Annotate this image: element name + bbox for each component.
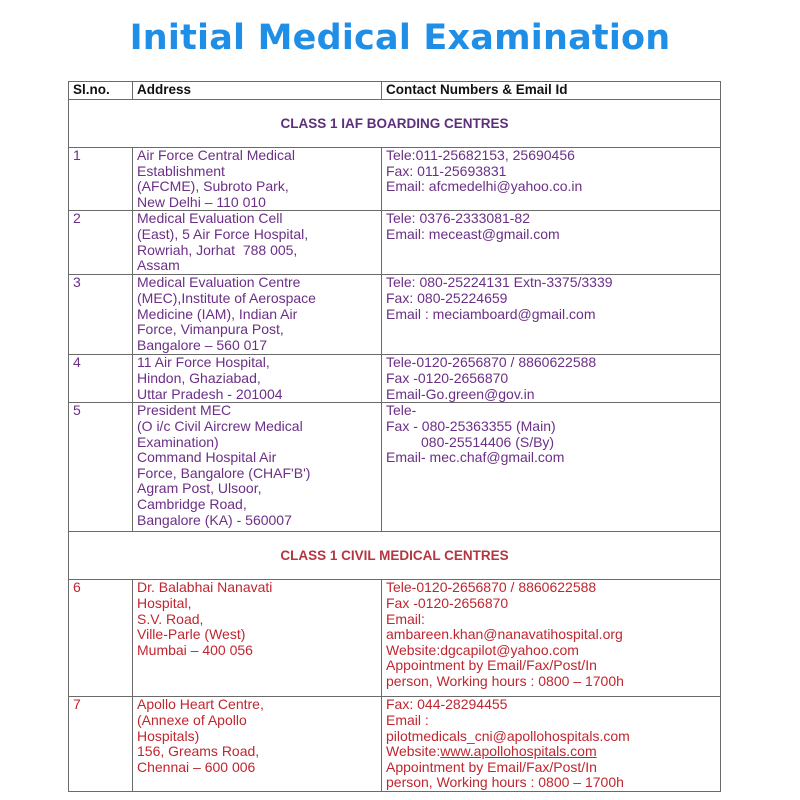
address-line: Medical Evaluation Centre	[137, 274, 301, 291]
apollo-website-link[interactable]: www.apollohospitals.com	[440, 743, 597, 760]
address-line: Hospital,	[137, 594, 192, 611]
row-number: 3	[69, 275, 133, 355]
row-address	[133, 580, 382, 697]
row-address	[133, 275, 382, 355]
address-line: Uttar Pradesh - 201004	[137, 385, 283, 402]
address-line: Establishment	[137, 162, 225, 179]
table-row	[69, 275, 721, 355]
address-line: S.V. Road,	[137, 610, 204, 627]
row-number: 5	[69, 403, 133, 532]
row-number: 4	[69, 355, 133, 403]
address-line: Dr. Balabhai Nanavati	[137, 579, 273, 596]
address-line: 11 Air Force Hospital,	[137, 354, 270, 371]
section-row-civil	[69, 532, 721, 580]
row-address	[133, 403, 382, 532]
address-line: Medical Evaluation Cell	[137, 210, 283, 227]
address-line: Force, Bangalore (CHAF'B')	[137, 464, 311, 481]
address-line: Hindon, Ghaziabad,	[137, 369, 261, 386]
table-row	[69, 580, 721, 697]
contact-line: Website:dgcapilot@yahoo.com	[386, 641, 579, 658]
contact-line: Email:	[386, 610, 425, 627]
contact-line: person, Working hours : 0800 – 1700h	[386, 672, 624, 689]
address-line: Force, Vimanpura Post,	[137, 321, 284, 338]
contact-line: 080-25514406 (S/By)	[386, 433, 555, 450]
contact-line: Tele-0120-2656870 / 8860622588	[386, 354, 597, 371]
contact-line: Fax: 080-25224659	[386, 289, 508, 306]
address-line: (East), 5 Air Force Hospital,	[137, 225, 309, 242]
contact-line: Email : meciamboard@gmail.com	[386, 305, 596, 322]
row-contact	[382, 275, 721, 355]
contact-line: Fax: 011-25693831	[386, 162, 507, 179]
contact-line: Tele-	[386, 402, 417, 419]
contact-line: Tele: 080-25224131 Extn-3375/3339	[386, 274, 613, 291]
website-label: Website:	[386, 743, 441, 760]
contact-line: Fax -0120-2656870	[386, 594, 509, 611]
contact-line: Appointment by Email/Fax/Post/In	[386, 758, 597, 775]
contact-line: Email- mec.chaf@gmail.com	[386, 449, 565, 466]
contact-line: pilotmedicals_cni@apollohospitals.com	[386, 727, 630, 744]
address-line: Rowriah, Jorhat 788 005,	[137, 241, 298, 258]
website-line	[386, 744, 716, 760]
address-line: Mumbai – 400 056	[137, 641, 253, 658]
address-line: Hospitals)	[137, 727, 200, 744]
section-title-iaf: CLASS 1 IAF BOARDING CENTRES	[69, 100, 721, 148]
table-row	[69, 403, 721, 532]
table-header-row	[69, 82, 721, 100]
row-address	[133, 148, 382, 211]
row-number: 1	[69, 148, 133, 211]
col-header-contact: Contact Numbers & Email Id	[382, 82, 721, 100]
contact-line: Tele:011-25682153, 25690456	[386, 147, 575, 163]
row-address	[133, 355, 382, 403]
address-line: Chennai – 600 006	[137, 758, 256, 775]
row-address	[133, 211, 382, 275]
address-line: New Delhi – 110 010	[137, 193, 266, 210]
row-number: 2	[69, 211, 133, 275]
contact-line: ambareen.khan@nanavatihospital.org	[386, 626, 623, 643]
address-line: (AFCME), Subroto Park,	[137, 178, 289, 195]
contact-line: Fax -0120-2656870	[386, 369, 509, 386]
contact-line: Fax: 044-28294455	[386, 696, 508, 713]
medical-centres-table	[68, 81, 721, 792]
address-line: Command Hospital Air	[137, 449, 277, 466]
address-line: Air Force Central Medical	[137, 147, 295, 163]
table-row	[69, 148, 721, 211]
row-contact	[382, 148, 721, 211]
section-title-civil: CLASS 1 CIVIL MEDICAL CENTRES	[69, 532, 721, 580]
address-line: Apollo Heart Centre,	[137, 696, 264, 713]
address-line: President MEC	[137, 402, 232, 419]
contact-line: Fax - 080-25363355 (Main)	[386, 417, 556, 434]
row-number: 6	[69, 580, 133, 697]
row-contact	[382, 211, 721, 275]
section-row-iaf	[69, 100, 721, 148]
address-line: (MEC),Institute of Aerospace	[137, 289, 316, 306]
table-row	[69, 211, 721, 275]
table-row	[69, 697, 721, 792]
col-header-slno: Sl.no.	[69, 82, 133, 100]
row-contact	[382, 355, 721, 403]
address-line: Cambridge Road,	[137, 495, 247, 512]
address-line: (Annexe of Apollo	[137, 711, 247, 728]
address-line: Assam	[137, 257, 180, 274]
row-contact	[382, 403, 721, 532]
row-address	[133, 697, 382, 792]
contact-line: Email-Go.green@gov.in	[386, 385, 535, 402]
contact-line: Tele-0120-2656870 / 8860622588	[386, 579, 597, 596]
address-line: 156, Greams Road,	[137, 743, 260, 760]
row-contact	[382, 580, 721, 697]
address-line: Agram Post, Ulsoor,	[137, 480, 262, 497]
address-line: Examination)	[137, 433, 219, 450]
contact-line: Email :	[386, 711, 429, 728]
address-line: Ville-Parle (West)	[137, 626, 246, 643]
contact-line: Appointment by Email/Fax/Post/In	[386, 657, 597, 674]
row-number: 7	[69, 697, 133, 792]
contact-line: Email: meceast@gmail.com	[386, 225, 560, 242]
page-title: Initial Medical Examination	[129, 18, 671, 58]
contact-line: person, Working hours : 0800 – 1700h	[386, 774, 624, 791]
row-contact	[382, 697, 721, 792]
address-line: Medicine (IAM), Indian Air	[137, 305, 298, 322]
address-line: Bangalore (KA) - 560007	[137, 511, 292, 528]
contact-line: Tele: 0376-2333081-82	[386, 210, 531, 227]
address-line: (O i/c Civil Aircrew Medical	[137, 417, 303, 434]
col-header-address: Address	[133, 82, 382, 100]
contact-line: Email: afcmedelhi@yahoo.co.in	[386, 178, 583, 195]
address-line: Bangalore – 560 017	[137, 336, 267, 353]
table-row	[69, 355, 721, 403]
